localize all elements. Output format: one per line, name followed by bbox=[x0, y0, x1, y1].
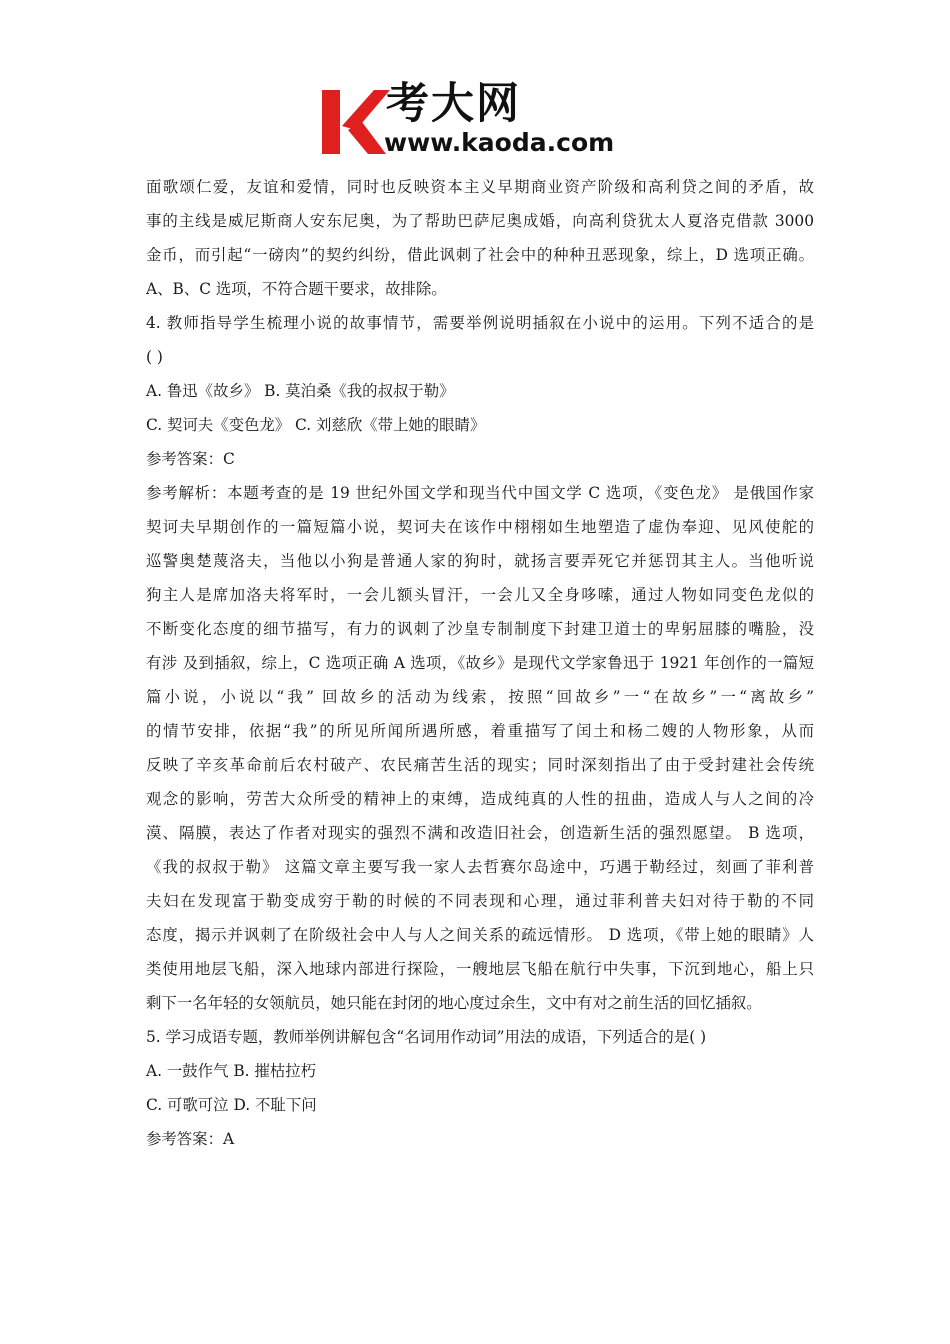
question-5-options-cd: C. 可歌可泣 D. 不耻下问 bbox=[146, 1096, 317, 1114]
question-4-stem: 4. 教师指导学生梳理小说的故事情节，需要举例说明插叙在小说中的运用。下列不适合的是 bbox=[146, 314, 814, 332]
text-line: 不断变化态度的细节描写，有力的讽刺了沙皇专制制度下封建卫道士的卑躬屈膝的嘴脸，没 bbox=[146, 620, 814, 638]
question-4-analysis: 参考解析：本题考查的是 19 世纪外国文学和现当代中国文学 C 选项，《变色龙》 是俄国作家 bbox=[146, 484, 814, 502]
question-4-options-cd: C. 契诃夫《变色龙》 C. 刘慈欣《带上她的眼睛》 bbox=[146, 416, 486, 434]
text-line: 金币，而引起“一磅肉”的契约纠纷，借此讽刺了社会中的种种丑恶现象，综上，D 选项正确。 bbox=[146, 246, 814, 264]
text-line: 《我的叔叔于勒》 这篇文章主要写我一家人去哲赛尔岛途中，巧遇于勒经过，刻画了菲利普 bbox=[146, 858, 814, 876]
text-line: 事的主线是威尼斯商人安东尼奥，为了帮助巴萨尼奥成婚，向高利贷犹太人夏洛克借款 3000 bbox=[146, 212, 814, 230]
text-line: 反映了辛亥革命前后农村破产、农民痛苦生活的现实；同时深刻指出了由于受封建社会传统 bbox=[146, 756, 814, 774]
text-line: 的情节安排，依据“我”的所见所闻所遇所感，着重描写了闰土和杨二嫂的人物形象，从而 bbox=[146, 722, 814, 740]
text-line: 夫妇在发现富于勒变成穷于勒的时候的不同表现和心理，通过菲利普夫妇对待于勒的不同 bbox=[146, 892, 814, 910]
text-line: A、B、C 选项，不符合题干要求，故排除。 bbox=[146, 280, 447, 298]
question-5-stem: 5. 学习成语专题，教师举例讲解包含“名词用作动词”用法的成语，下列适合的是( ) bbox=[146, 1028, 707, 1046]
text-line: 狗主人是席加洛夫将军时，一会儿额头冒汗，一会儿又全身哆嗦，通过人物如同变色龙似的 bbox=[146, 586, 814, 604]
logo-brand-text: 考大网 bbox=[386, 79, 521, 129]
text-line: 篇小说，小说以“我” 回故乡的活动为线索，按照“回故乡”一“在故乡”一“离故乡” bbox=[146, 688, 814, 706]
text-line: 漠、隔膜，表达了作者对现实的强烈不满和改造旧社会，创造新生活的强烈愿望。 B 选项， bbox=[146, 824, 814, 842]
text-line: 观念的影响，劳苦大众所受的精神上的束缚，造成纯真的人性的扭曲，造成人与人之间的冷 bbox=[146, 790, 814, 808]
kaoda-logo bbox=[318, 80, 648, 160]
logo-url-text: www.kaoda.com bbox=[384, 128, 615, 157]
text-line: 巡警奥楚蔑洛夫，当他以小狗是普通人家的狗时，就扬言要弄死它并惩罚其主人。当他听说 bbox=[146, 552, 814, 570]
document-body bbox=[146, 170, 814, 1156]
k-logo-icon bbox=[318, 86, 390, 158]
text-line: 有涉 及到插叙，综上，C 选项正确 A 选项，《故乡》是现代文学家鲁迅于 1921 年创作的一篇短 bbox=[146, 654, 814, 672]
question-4-answer: 参考答案：C bbox=[146, 450, 235, 468]
question-4-bracket: ( ) bbox=[146, 348, 163, 366]
text-line: 类使用地层飞船，深入地球内部进行探险，一艘地层飞船在航行中失事，下沉到地心，船上只 bbox=[146, 960, 814, 978]
question-5-options-ab: A. 一鼓作气 B. 摧枯拉朽 bbox=[146, 1062, 317, 1080]
text-line: 契诃夫早期创作的一篇短篇小说，契诃夫在该作中栩栩如生地塑造了虚伪奉迎、见风使舵的 bbox=[146, 518, 814, 536]
text-line: 剩下一名年轻的女领航员，她只能在封闭的地心度过余生，文中有对之前生活的回忆插叙。 bbox=[146, 994, 762, 1012]
question-4-options-ab: A. 鲁迅《故乡》 B. 莫泊桑《我的叔叔于勒》 bbox=[146, 382, 455, 400]
text-line: 面歌颂仁爱，友谊和爱情，同时也反映资本主义早期商业资产阶级和高利贷之间的矛盾，故 bbox=[146, 178, 814, 196]
question-5-answer: 参考答案：A bbox=[146, 1130, 235, 1148]
text-line: 态度，揭示并讽刺了在阶级社会中人与人之间关系的疏远情形。 D 选项，《带上她的眼睛》人 bbox=[146, 926, 814, 944]
